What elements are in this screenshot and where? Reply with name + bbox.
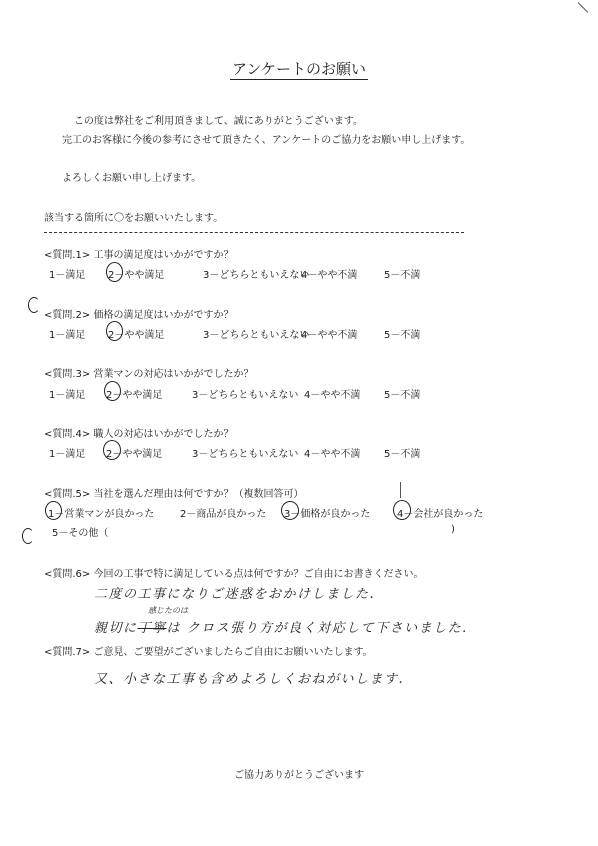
q2-option-3[interactable]: 3－どちらともいえない xyxy=(203,330,310,341)
q7-label: <質問.7> ご意見、ご要望がございましたらご自由にお願いいたします。 xyxy=(44,647,373,658)
q3-option-3[interactable]: 3－どちらともいえない xyxy=(192,390,299,401)
q1-option-3[interactable]: 3－どちらともいえない xyxy=(203,270,310,281)
q4-option-2[interactable]: 2－やや満足 xyxy=(106,449,163,460)
q4-option-1[interactable]: 1－満足 xyxy=(49,449,86,460)
q2-option-2[interactable]: 2－やや満足 xyxy=(108,330,165,341)
q6-label: <質問.6> 今回の工事で特に満足している点は何ですか？ご自由にお書きください。 xyxy=(44,569,424,580)
instruction: 該当する箇所に〇をお願いいたします。 xyxy=(44,213,224,224)
q4-option-4[interactable]: 4－やや不満 xyxy=(304,449,361,460)
dashed-divider xyxy=(44,232,464,233)
q6-handwritten-answer-2 xyxy=(94,617,468,636)
q4-option-5[interactable]: 5－不満 xyxy=(384,449,421,460)
q3-option-1[interactable]: 1－満足 xyxy=(49,390,86,401)
q1-selected-circle xyxy=(106,262,123,282)
intro-line-3: よろしくお願い申し上げます。 xyxy=(62,173,202,184)
q2-option-5[interactable]: 5－不満 xyxy=(384,330,421,341)
q4-selected-circle xyxy=(103,440,121,460)
q6-answer-2-start: 親切に xyxy=(94,621,138,636)
q5-option-2[interactable]: 2－商品が良かった xyxy=(180,509,267,520)
q5-option-3[interactable]: 3－価格が良かった xyxy=(284,509,371,520)
q3-label: <質問.3> 営業マンの対応はいかがでしたか？ xyxy=(44,369,254,380)
margin-mark xyxy=(28,297,40,313)
q3-option-4[interactable]: 4－やや不満 xyxy=(304,390,361,401)
q6-handwritten-insert: 感じたのは xyxy=(148,606,188,615)
q4-label: <質問.4> 職人の対応はいかがでしたか？ xyxy=(44,429,234,440)
q5-option-4[interactable]: 4－会社が良かった xyxy=(397,509,484,520)
q4-option-3[interactable]: 3－どちらともいえない xyxy=(192,449,299,460)
q3-option-2[interactable]: 2－やや満足 xyxy=(106,390,163,401)
page-title: アンケートのお願い xyxy=(231,60,367,78)
q1-option-5[interactable]: 5－不満 xyxy=(384,270,421,281)
q1-option-1[interactable]: 1－満足 xyxy=(49,270,86,281)
stray-pen-mark xyxy=(400,482,401,498)
q3-selected-circle xyxy=(104,381,121,401)
thanks-footer: ご協力ありがとうございます xyxy=(234,770,364,781)
q1-option-4[interactable]: 4－やや不満 xyxy=(301,270,358,281)
scan-artifact xyxy=(578,2,589,13)
q7-handwritten-answer: 又、小さな工事も含めよろしくおねがいします. xyxy=(94,672,405,687)
q1-label: <質問.1> 工事の満足度はいかがですか？ xyxy=(44,250,234,261)
q2-option-4[interactable]: 4－やや不満 xyxy=(301,330,358,341)
q3-option-5[interactable]: 5－不満 xyxy=(384,390,421,401)
q1-option-2[interactable]: 2－やや満足 xyxy=(108,270,165,281)
q5-option-5[interactable]: 5－その他（ xyxy=(52,528,109,539)
intro-line-2: 完工のお客様に今後の参考にさせて頂きたく、アンケートのご協力をお願い申し上げます。 xyxy=(62,135,471,146)
q5-label: <質問.5> 当社を選んだ理由は何ですか？（複数回答可） xyxy=(44,489,304,500)
q5-selected-circle-4 xyxy=(393,500,411,520)
q6-answer-2-struck: 丁寧 xyxy=(137,621,167,636)
q2-label: <質問.2> 価格の満足度はいかがですか？ xyxy=(44,310,234,321)
q5-option-1[interactable]: 1－営業マンが良かった xyxy=(48,509,155,520)
intro-line-1: この度は弊社をご利用頂きまして、誠にありがとうございます。 xyxy=(74,116,363,127)
q2-option-1[interactable]: 1－満足 xyxy=(49,330,86,341)
q6-answer-2-end: は クロス張り方が良く対応して下さいました. xyxy=(166,621,468,636)
q6-handwritten-answer-1: 二度の工事になりご迷惑をおかけしました. xyxy=(94,587,376,602)
q5-selected-circle-3 xyxy=(281,501,299,520)
q5-option-5-close: ) xyxy=(451,524,455,535)
q2-selected-circle xyxy=(106,321,123,341)
margin-mark-2 xyxy=(22,528,34,544)
q5-selected-circle-1 xyxy=(45,501,62,520)
